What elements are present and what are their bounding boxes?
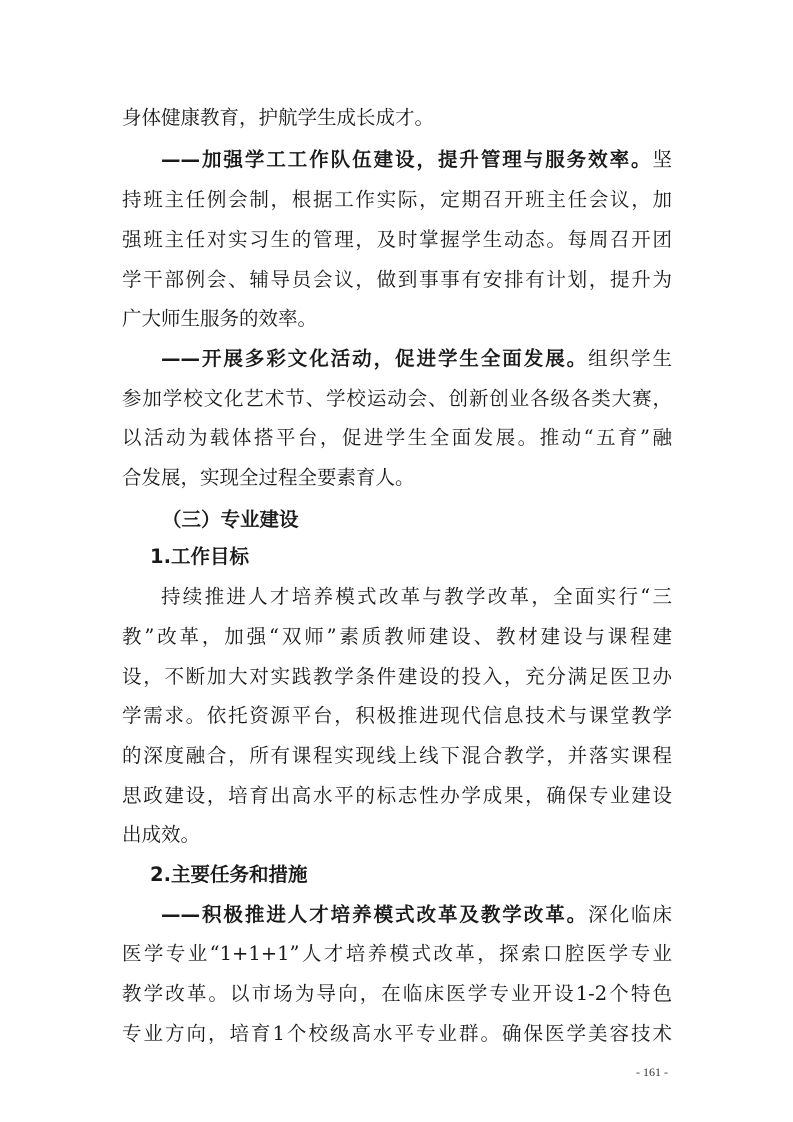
paragraph-line: 参加学校文化艺术节、学校运动会、创新创业各级各类大赛， [122, 387, 672, 410]
paragraph-line: 以活动为载体搭平台，促进学生全面发展。推动“五育”融 [122, 426, 672, 449]
paragraph-line: 持续推进人才培养模式改革与教学改革，全面实行“三 [161, 585, 672, 608]
bold-heading-text: ——积极推进人才培养模式改革及教学改革。 [161, 903, 589, 926]
paragraph-text: 深化临床 [588, 903, 672, 926]
paragraph-line: 教学改革。以市场为导向，在临床医学专业开设1-2个特色 [122, 982, 672, 1005]
paragraph-line: 医学专业“1+1+1”人才培养模式改革，探索口腔医学专业 [122, 942, 672, 965]
paragraph-line [161, 900, 672, 930]
paragraph-line: 合发展，实现全过程全要素育人。 [122, 466, 415, 489]
paragraph-line: 专业方向，培育1个校级高水平专业群。确保医学美容技术 [122, 1022, 672, 1045]
paragraph-line: 学需求。依托资源平台，积极推进现代信息技术与课堂教学 [122, 704, 672, 727]
section-heading: （三）专业建设 [162, 508, 299, 531]
paragraph-line: 设，不断加大对实践教学条件建设的投入，充分满足医卫办 [122, 665, 672, 688]
paragraph-line [161, 145, 672, 175]
paragraph-line: 学干部例会、辅导员会议，做到事事有安排有计划，提升为 [122, 268, 672, 291]
paragraph-line: 身体健康教育，护航学生成长成才。 [122, 106, 435, 129]
bold-heading-text: ——开展多彩文化活动，促进学生全面发展。 [161, 347, 589, 370]
bold-heading-text: ——加强学工工作队伍建设，提升管理与服务效率。 [161, 148, 653, 171]
paragraph-line: 出成效。 [122, 823, 201, 846]
paragraph-line: 思政建设，培育出高水平的标志性办学成果，确保专业建设 [122, 784, 672, 807]
paragraph-line: 强班主任对实习生的管理，及时掌握学生动态。每周召开团 [122, 228, 672, 251]
paragraph-line: 持班主任例会制，根据工作实际，定期召开班主任会议，加 [122, 188, 672, 211]
page-number: - 161 - [636, 1065, 668, 1079]
paragraph-line: 广大师生服务的效率。 [122, 307, 318, 330]
paragraph-line: 的深度融合，所有课程实现线上线下混合教学，并落实课程 [122, 744, 672, 767]
paragraph-line: 教”改革，加强“双师”素质教师建设、教材建设与课程建 [122, 625, 672, 648]
subsection-heading: 1.工作目标 [150, 545, 249, 568]
paragraph-text: 组织学生 [588, 347, 672, 370]
subsection-heading: 2.主要任务和措施 [150, 863, 308, 886]
paragraph-line [161, 344, 672, 374]
paragraph-text: 坚 [652, 148, 672, 171]
